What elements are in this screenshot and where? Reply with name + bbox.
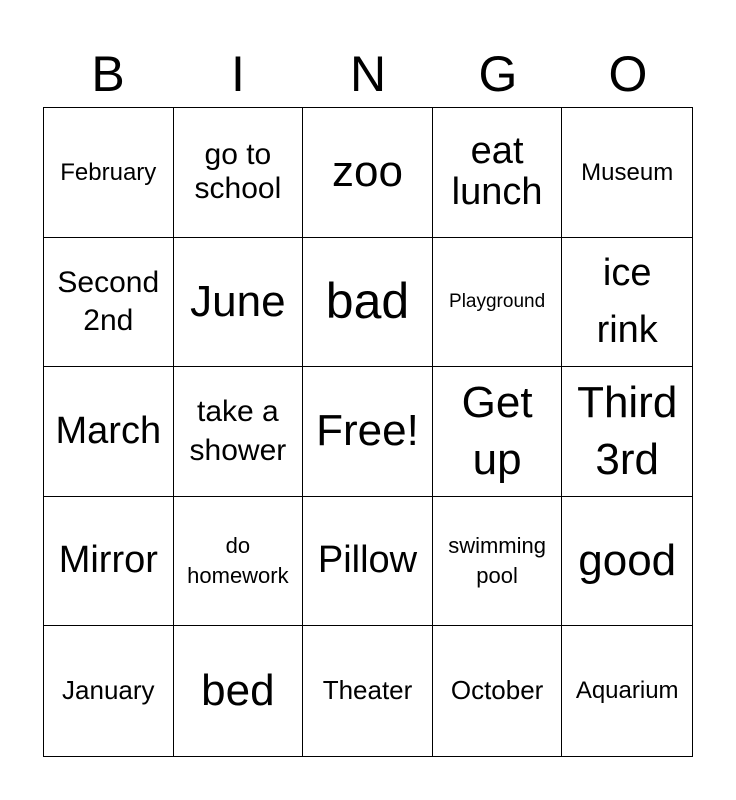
bingo-cell[interactable]: [174, 497, 304, 627]
bingo-cell[interactable]: [44, 238, 174, 368]
bingo-cell[interactable]: [433, 108, 563, 238]
cell-text: Second 2nd: [57, 266, 160, 337]
bingo-cell[interactable]: [433, 238, 563, 368]
bingo-cell[interactable]: [303, 238, 433, 368]
cell-text: Get up: [461, 378, 533, 485]
cell-text: Theater: [322, 675, 413, 706]
header-letter-g: G: [478, 46, 518, 102]
bingo-header: [43, 42, 693, 106]
header-letter-i: I: [231, 46, 245, 102]
cell-text: eat lunch: [451, 129, 543, 214]
bingo-cell[interactable]: [562, 238, 692, 368]
bingo-cell[interactable]: [562, 108, 692, 238]
cell-text: October: [450, 675, 544, 706]
bingo-cell[interactable]: [44, 367, 174, 497]
header-letter-n: N: [349, 46, 387, 102]
bingo-cell[interactable]: [562, 626, 692, 756]
cell-text: June: [190, 276, 286, 326]
bingo-cell[interactable]: [44, 108, 174, 238]
cell-text: good: [578, 535, 677, 585]
bingo-cell[interactable]: [174, 626, 304, 756]
cell-text: bed: [201, 665, 275, 715]
bingo-cell[interactable]: [303, 497, 433, 627]
cell-text: ice rink: [596, 251, 658, 351]
cell-text: do homework: [187, 533, 289, 589]
cell-text: take a shower: [189, 395, 287, 468]
cell-text: zoo: [332, 147, 403, 196]
bingo-cell[interactable]: [562, 497, 692, 627]
bingo-cell[interactable]: [174, 238, 304, 368]
cell-text: swimming pool: [448, 533, 546, 589]
bingo-cell[interactable]: [303, 367, 433, 497]
cell-text: Aquarium: [575, 677, 679, 705]
cell-text: Pillow: [317, 539, 418, 582]
bingo-cell[interactable]: [174, 108, 304, 238]
cell-text: Museum: [581, 158, 674, 186]
cell-text: Playground: [449, 290, 546, 312]
bingo-board: [43, 107, 693, 757]
cell-text: Third 3rd: [577, 378, 678, 485]
header-letter-b: B: [91, 46, 125, 102]
bingo-cell[interactable]: [433, 367, 563, 497]
cell-text: bad: [325, 273, 410, 330]
bingo-cell[interactable]: [303, 108, 433, 238]
header-letter-o: O: [608, 46, 648, 102]
bingo-cell[interactable]: [174, 367, 304, 497]
cell-text: March: [55, 409, 162, 452]
cell-text: Mirror: [58, 539, 158, 582]
cell-text: January: [62, 675, 155, 706]
bingo-cell[interactable]: [303, 626, 433, 756]
bingo-cell[interactable]: [562, 367, 692, 497]
bingo-cell[interactable]: [433, 626, 563, 756]
bingo-cell[interactable]: [44, 626, 174, 756]
bingo-cell[interactable]: [433, 497, 563, 627]
cell-text: Free!: [316, 406, 419, 456]
cell-text: go to school: [194, 137, 282, 206]
bingo-cell[interactable]: [44, 497, 174, 627]
cell-text: February: [60, 158, 157, 186]
